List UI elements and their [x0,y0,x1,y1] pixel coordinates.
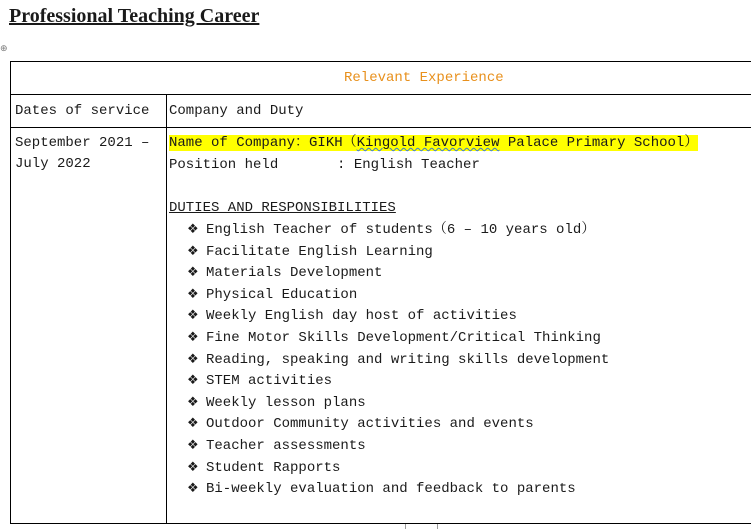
duty-text: Fine Motor Skills Development/Critical Thinking [206,329,601,346]
position-held-line: Position held : English Teacher [169,157,480,173]
diamond-bullet-icon: ❖ [187,416,199,432]
duty-item [187,435,609,457]
duties-title: DUTIES AND RESPONSIBILITIES [169,200,396,216]
diamond-bullet-icon: ❖ [187,286,199,302]
column-header-dates: Dates of service [15,103,150,119]
diamond-bullet-icon: ❖ [187,459,199,475]
duty-item [187,392,609,414]
column-divider [166,95,167,524]
duty-item [187,349,609,371]
diamond-bullet-icon: ❖ [187,243,199,259]
duty-text: English Teacher of students（6 – 10 years old） [206,222,596,238]
duty-item [187,219,609,241]
diamond-bullet-icon: ❖ [187,329,199,345]
company-label: Name of Company：GIKH（ [169,135,357,151]
diamond-bullet-icon: ❖ [187,222,199,237]
diamond-bullet-icon: ❖ [187,308,199,324]
diamond-bullet-icon: ❖ [187,394,199,410]
duty-item [187,370,609,392]
duty-text: Reading, speaking and writing skills development [206,351,610,368]
section-title: Relevant Experience [344,70,504,86]
duty-text: Physical Education [206,286,358,303]
duty-item [187,262,609,284]
diamond-bullet-icon: ❖ [187,373,199,389]
duty-text: Weekly lesson plans [206,394,366,411]
duty-text: Facilitate English Learning [206,243,433,260]
duty-text: Materials Development [206,265,383,282]
duty-item [187,284,609,306]
company-name-rest: Palace Primary School） [499,135,699,151]
page-tick [405,524,406,529]
duty-text: Bi-weekly evaluation and feedback to parents [206,481,576,498]
duty-item [187,305,609,327]
duty-item [187,327,609,349]
duties-list [187,219,609,500]
column-header-company: Company and Duty [169,103,304,119]
company-name-misspelled[interactable]: Kingold Favorview [356,135,500,151]
duty-text: Weekly English day host of activities [206,308,517,325]
diamond-bullet-icon: ❖ [187,481,199,497]
duty-text: Student Rapports [206,459,341,476]
company-highlight [169,135,698,151]
diamond-bullet-icon: ❖ [187,437,199,453]
dates-line-2: July 2022 [15,156,91,172]
duty-item [187,413,609,435]
table-anchor-icon[interactable]: ⊕ [0,44,8,54]
duty-item [187,478,609,500]
duty-text: Teacher assessments [206,437,366,454]
page-tick [437,524,438,529]
duty-item [187,457,609,479]
diamond-bullet-icon: ❖ [187,351,199,367]
duty-item [187,241,609,263]
page-heading: Professional Teaching Career [9,5,260,27]
company-name-line [169,133,698,154]
duty-text: STEM activities [206,373,333,390]
diamond-bullet-icon: ❖ [187,265,199,281]
table-section-row [11,62,751,95]
duty-text: Outdoor Community activities and events [206,416,534,433]
dates-line-1: September 2021 – [15,135,150,151]
